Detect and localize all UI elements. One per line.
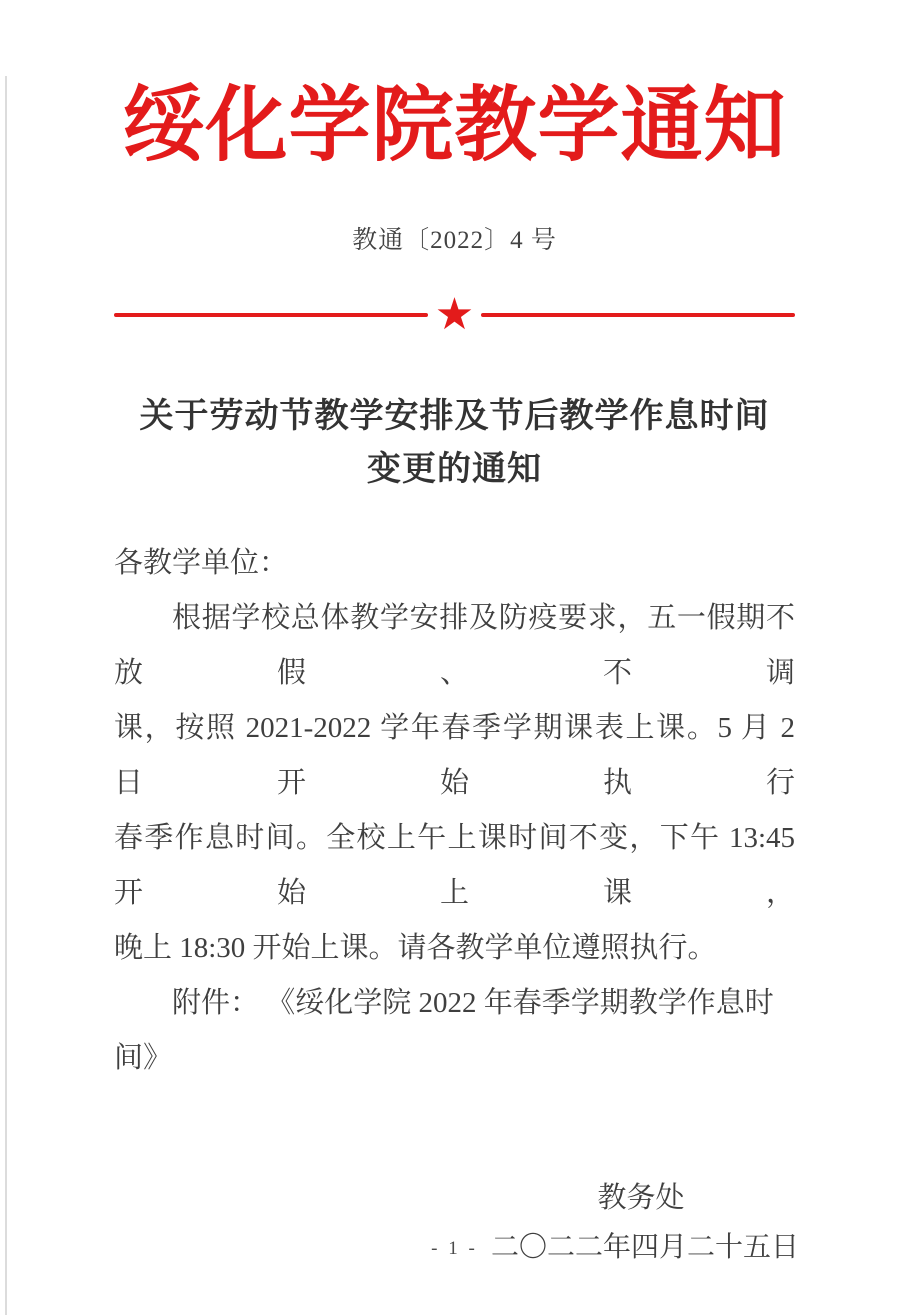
salutation: 各教学单位： xyxy=(114,547,289,579)
document-page xyxy=(0,76,909,1315)
notice-title-line-2: 变更的通知 xyxy=(367,451,542,488)
masthead-title: 绥化学院教学通知 xyxy=(122,80,787,171)
red-divider-rule xyxy=(114,290,795,339)
star-icon: ★ xyxy=(434,290,475,339)
page-number: - 1 - xyxy=(431,1238,478,1259)
issuing-department: 教务处 xyxy=(597,1182,685,1214)
issue-date: 二〇二二年四月二十五日 xyxy=(491,1232,800,1263)
document-number: 教通〔2022〕4 号 xyxy=(352,227,557,254)
notice-document-page xyxy=(0,76,909,1315)
notice-title xyxy=(114,390,795,496)
divider-line-left xyxy=(114,313,428,317)
attachment-reference: 附件： 《绥化学院 2022 年春季学期教学作息时间》 xyxy=(114,987,774,1074)
notice-title-line-1: 关于劳动节教学安排及节后教学作息时间 xyxy=(139,398,770,435)
body-line: 根据学校总体教学安排及防疫要求，五一假期不放假、不调 xyxy=(114,602,795,689)
divider-line-right xyxy=(481,313,795,317)
body-line: 课，按照 2021-2022 学年春季学期课表上课。5 月 2 日开始执行 xyxy=(114,712,795,799)
body-line: 春季作息时间。全校上午上课时间不变，下午 13:45 开始上课， xyxy=(114,822,795,909)
body-line: 晚上 18:30 开始上课。请各教学单位遵照执行。 xyxy=(114,932,717,964)
notice-body xyxy=(114,591,795,976)
